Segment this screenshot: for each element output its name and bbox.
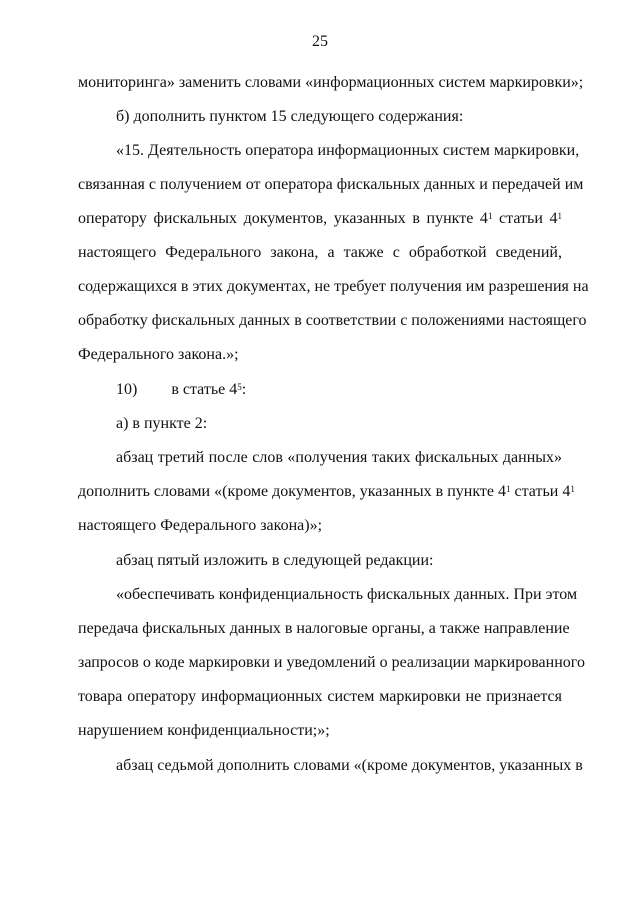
text-line-1: мониторинга» заменить словами «информационных систем маркировки»; <box>78 74 584 91</box>
text-line-13 <box>78 482 575 502</box>
text-line-20: нарушением конфиденциальности;»; <box>78 722 330 739</box>
text-line-18: запросов о коде маркировки и уведомлений о реализации маркированного <box>78 654 585 671</box>
text-segment: оператору фискальных документов, указанных в пункте 4 <box>78 210 488 227</box>
superscript: 1 <box>506 484 511 494</box>
text-line-16: «обеспечивать конфиденциальность фискальных данных. При этом <box>116 586 578 603</box>
page-number: 25 <box>312 33 328 50</box>
text-segment: : <box>241 381 247 398</box>
text-line-5 <box>78 209 562 229</box>
list-number: 10) <box>116 381 138 398</box>
text-segment: статьи 4 <box>510 483 571 500</box>
text-line-21: абзац седьмой дополнить словами «(кроме документов, указанных в <box>116 757 583 774</box>
text-line-11: а) в пункте 2: <box>116 415 208 432</box>
text-line-6: настоящего Федерального закона, а также с обработкой сведений, <box>78 244 562 261</box>
superscript: 5 <box>237 382 242 392</box>
text-segment: в статье 4 <box>171 381 238 398</box>
text-segment: дополнить словами «(кроме документов, указанных в пункте 4 <box>78 483 506 500</box>
text-line-9: Федерального закона.»; <box>78 346 239 363</box>
superscript: 1 <box>557 211 563 221</box>
text-line-7: содержащихся в этих документах, не требует получения им разрешения на <box>78 278 589 295</box>
text-line-15: абзац пятый изложить в следующей редакции: <box>116 552 434 569</box>
superscript: 1 <box>570 484 575 494</box>
text-segment: статьи 4 <box>492 210 558 227</box>
text-line-19: товара оператору информационных систем маркировки не признается <box>78 688 562 705</box>
text-line-14: настоящего Федерального закона)»; <box>78 517 323 534</box>
superscript: 1 <box>487 211 493 221</box>
text-line-10 <box>116 380 562 400</box>
text-line-17: передача фискальных данных в налоговые органы, а также направление <box>78 620 570 637</box>
text-line-4: связанная с получением от оператора фискальных данных и передачей им <box>78 176 584 193</box>
text-line-8: обработку фискальных данных в соответствии с положениями настоящего <box>78 312 587 329</box>
text-line-12: абзац третий после слов «получения таких фискальных данных» <box>116 449 562 466</box>
text-line-3: «15. Деятельность оператора информационных систем маркировки, <box>116 142 580 159</box>
text-line-2: б) дополнить пунктом 15 следующего содержания: <box>116 108 464 125</box>
